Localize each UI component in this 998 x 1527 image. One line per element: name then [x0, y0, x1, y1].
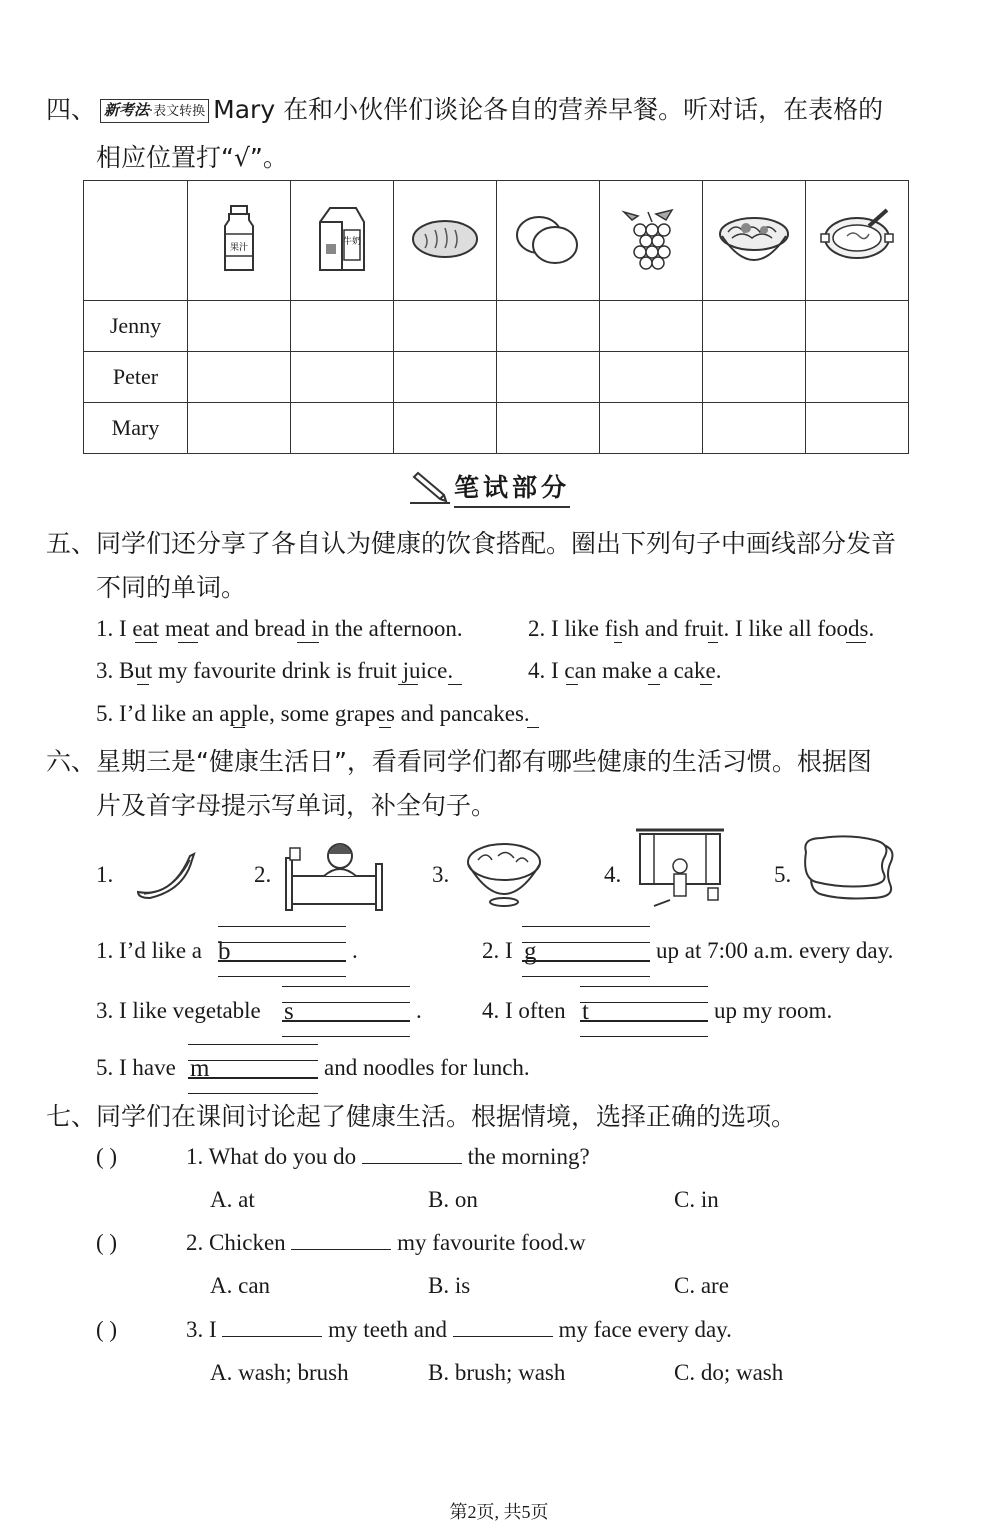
- underline-mark: [566, 684, 578, 685]
- soup-icon: [806, 181, 909, 301]
- check-cell[interactable]: [600, 403, 703, 454]
- writing-line: [188, 1060, 318, 1061]
- q2-part-a: 2. Chicken: [186, 1230, 286, 1255]
- section6-title-line2: 片及首字母提示写单词，补全句子。: [96, 791, 497, 820]
- q3-part-b: my teeth and: [328, 1317, 447, 1342]
- section4-text1: Mary 在和小伙伴们谈论各自的营养早餐。听对话，在表格的: [213, 95, 884, 124]
- underline-mark: [398, 684, 418, 685]
- table-row: [84, 403, 909, 454]
- writing-line: [580, 1036, 708, 1037]
- juice-bottle-icon: [188, 181, 291, 301]
- q1-option-b[interactable]: B. on: [428, 1187, 478, 1212]
- q3-blank-1[interactable]: [222, 1336, 322, 1337]
- written-section-header: [410, 468, 570, 508]
- underline-mark: [178, 642, 198, 643]
- q3-option-c[interactable]: C. do; wash: [674, 1360, 784, 1385]
- pic-label-2: 2.: [254, 862, 272, 887]
- pic-label-5: 5.: [774, 862, 792, 887]
- writing-line: [282, 1002, 410, 1003]
- underline-mark: [297, 642, 319, 643]
- writing-line: [188, 1093, 318, 1094]
- s6-sentence-5-post: and noodles for lunch.: [324, 1055, 530, 1080]
- writing-line: [218, 942, 346, 943]
- s6-letter-g: g: [524, 938, 537, 965]
- check-cell[interactable]: [497, 352, 600, 403]
- underline-mark: [700, 684, 712, 685]
- s5-question-4: 4. I can make a cake.: [528, 658, 722, 683]
- pic-label-4: 4.: [604, 862, 622, 887]
- check-cell[interactable]: [394, 352, 497, 403]
- writing-line: [522, 926, 650, 927]
- check-cell[interactable]: [600, 352, 703, 403]
- row-label-mary: Mary: [84, 403, 188, 454]
- answer-blank-5[interactable]: [188, 1077, 318, 1079]
- check-cell[interactable]: [703, 301, 806, 352]
- q1-part-a: 1. What do you do: [186, 1144, 357, 1169]
- section4-title-line2: 相应位置打“√”。: [96, 143, 288, 172]
- check-cell[interactable]: [600, 301, 703, 352]
- s7-question-3: [186, 1317, 732, 1343]
- page-footer: 第2页, 共5页: [449, 1502, 549, 1522]
- milk-carton-icon: [291, 181, 394, 301]
- check-cell[interactable]: [806, 403, 909, 454]
- s6-sentence-4-post: up my room.: [714, 998, 833, 1023]
- s6-sentence-1-post: .: [352, 938, 358, 963]
- s6-letter-s: s: [284, 998, 294, 1025]
- row-label-jenny: Jenny: [84, 301, 188, 352]
- writing-line: [188, 1044, 318, 1045]
- answer-paren-3[interactable]: ( ): [96, 1317, 118, 1342]
- s6-letter-b: b: [218, 938, 231, 965]
- s6-sentence-3-pre: 3. I like vegetable: [96, 998, 261, 1023]
- s6-sentence-4-pre: 4. I often: [482, 998, 566, 1023]
- s6-sentence-2-pre: 2. I: [482, 938, 513, 963]
- section4-number: 四、: [46, 95, 97, 124]
- underline-mark: [648, 684, 660, 685]
- row-label-peter: Peter: [84, 352, 188, 403]
- new-test-tag: [100, 99, 209, 123]
- vegetable-soup-icon: [464, 836, 544, 910]
- q3-blank-2[interactable]: [453, 1336, 553, 1337]
- s6-letter-t: t: [582, 998, 589, 1025]
- s6-sentence-5-pre: 5. I have: [96, 1055, 176, 1080]
- tag-new-text: 新考法: [104, 101, 150, 119]
- milk-label: 牛奶: [342, 236, 362, 247]
- underline-mark: [233, 727, 245, 728]
- q1-blank[interactable]: [362, 1163, 462, 1164]
- table-row: [84, 352, 909, 403]
- check-cell[interactable]: [394, 403, 497, 454]
- q2-blank[interactable]: [291, 1249, 391, 1250]
- q2-option-a[interactable]: A. can: [210, 1273, 271, 1298]
- check-cell[interactable]: [188, 301, 291, 352]
- underline-mark: [448, 684, 462, 685]
- section6-title-line1: 六、星期三是“健康生活日”，看看同学们都有哪些健康的生活习惯。根据图: [46, 747, 872, 776]
- banana-icon: [132, 846, 198, 902]
- section4-title-line1: [46, 90, 883, 126]
- q2-option-c[interactable]: C. are: [674, 1273, 729, 1298]
- s7-question-1: [186, 1144, 590, 1170]
- answer-blank-1[interactable]: [218, 960, 346, 962]
- underline-mark: [379, 727, 391, 728]
- corner-cell: [84, 181, 188, 301]
- pic-label-3: 3.: [432, 862, 450, 887]
- underline-mark: [135, 642, 157, 643]
- check-cell[interactable]: [703, 352, 806, 403]
- writing-line: [522, 942, 650, 943]
- q1-part-b: the morning?: [467, 1144, 590, 1169]
- s5-question-5: 5. I’d like an apple, some grapes and pancakes.: [96, 701, 530, 726]
- girl-in-bed-icon: [280, 830, 384, 914]
- q1-option-c[interactable]: C. in: [674, 1187, 719, 1212]
- s6-sentence-2-post: up at 7:00 a.m. every day.: [656, 938, 894, 963]
- check-cell[interactable]: [394, 301, 497, 352]
- bread-icon: [394, 181, 497, 301]
- check-cell[interactable]: [188, 352, 291, 403]
- written-header-text: 笔试部分: [454, 468, 570, 508]
- check-cell[interactable]: [497, 403, 600, 454]
- s6-letter-m: m: [190, 1055, 210, 1082]
- check-cell[interactable]: [291, 403, 394, 454]
- writing-line: [282, 986, 410, 987]
- pencil-icon: [410, 471, 450, 505]
- check-cell[interactable]: [291, 301, 394, 352]
- s6-sentence-3-post: .: [416, 998, 422, 1023]
- check-cell[interactable]: [291, 352, 394, 403]
- check-cell[interactable]: [497, 301, 600, 352]
- q2-part-b: my favourite food.w: [397, 1230, 586, 1255]
- q3-part-c: my face every day.: [558, 1317, 732, 1342]
- section5-title-line1: 五、同学们还分享了各自认为健康的饮食搭配。圈出下列句子中画线部分发音: [46, 529, 897, 558]
- noodles-icon: [703, 181, 806, 301]
- check-cell[interactable]: [703, 403, 806, 454]
- grapes-icon: [600, 181, 703, 301]
- section7-title: 七、同学们在课间讨论起了健康生活。根据情境，选择正确的选项。: [46, 1102, 797, 1131]
- check-cell[interactable]: [806, 352, 909, 403]
- check-cell[interactable]: [188, 403, 291, 454]
- breakfast-table: [83, 180, 909, 454]
- answer-paren-2[interactable]: ( ): [96, 1230, 118, 1255]
- q3-option-b[interactable]: B. brush; wash: [428, 1360, 566, 1385]
- writing-line: [218, 976, 346, 977]
- writing-line: [282, 1036, 410, 1037]
- writing-line: [580, 986, 708, 987]
- writing-line: [580, 1002, 708, 1003]
- answer-blank-2[interactable]: [522, 960, 650, 962]
- q2-option-b[interactable]: B. is: [428, 1273, 471, 1298]
- q1-option-a[interactable]: A. at: [210, 1187, 255, 1212]
- underline-mark: [527, 727, 539, 728]
- q3-part-a: 3. I: [186, 1317, 217, 1342]
- juice-label: 果汁: [229, 242, 249, 253]
- answer-paren-1[interactable]: ( ): [96, 1144, 118, 1169]
- underline-mark: [137, 684, 149, 685]
- tag-rest-text: ·表文转换: [149, 104, 206, 119]
- answer-blank-4[interactable]: [580, 1020, 708, 1022]
- s7-question-2: [186, 1230, 586, 1256]
- eggs-icon: [497, 181, 600, 301]
- s5-question-1: 1. I eat meat and bread in the afternoon.: [96, 616, 463, 641]
- tidy-room-icon: [634, 826, 726, 910]
- pancakes-icon: [800, 834, 904, 906]
- s6-sentence-1-pre: 1. I’d like a: [96, 938, 203, 963]
- section5-title-line2: 不同的单词。: [96, 573, 247, 602]
- s5-question-2: 2. I like fish and fruit. I like all foods.: [528, 616, 875, 641]
- answer-blank-3[interactable]: [282, 1020, 410, 1022]
- underline-mark: [846, 642, 866, 643]
- pic-label-1: 1.: [96, 862, 114, 887]
- underline-mark: [614, 642, 622, 643]
- writing-line: [218, 926, 346, 927]
- table-row: [84, 301, 909, 352]
- writing-line: [522, 976, 650, 977]
- q3-option-a[interactable]: A. wash; brush: [210, 1360, 349, 1385]
- check-cell[interactable]: [806, 301, 909, 352]
- s5-question-3: 3. But my favourite drink is fruit juice.: [96, 658, 454, 683]
- underline-mark: [708, 642, 718, 643]
